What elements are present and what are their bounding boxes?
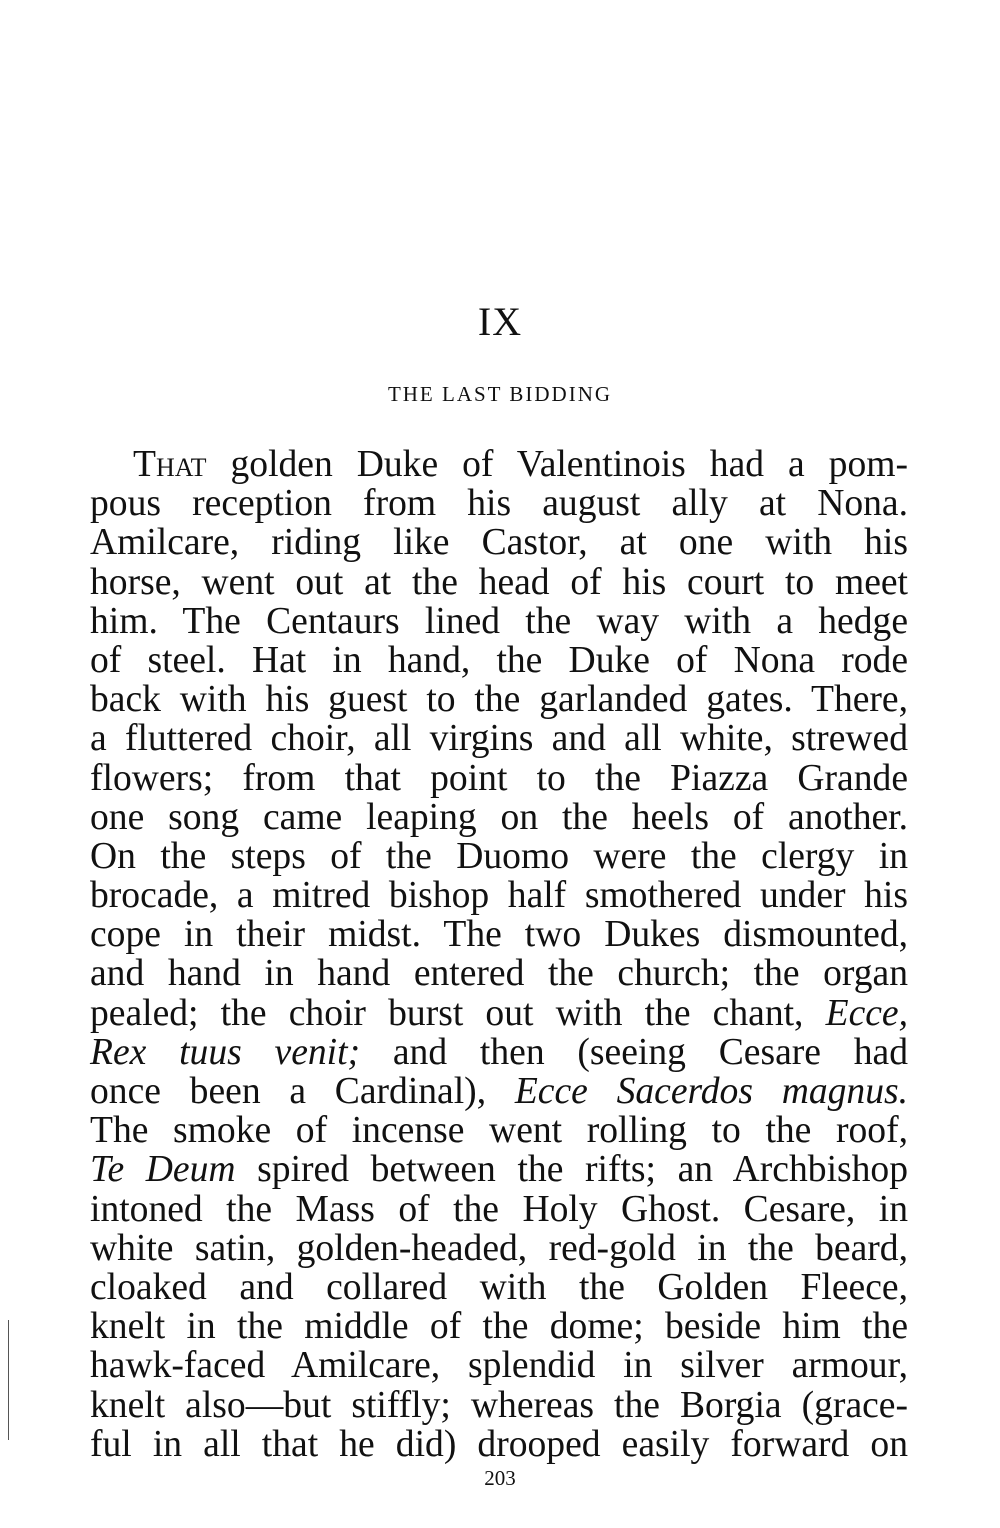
text-line xyxy=(90,1386,908,1425)
text-line xyxy=(90,484,908,523)
text-line xyxy=(90,915,908,954)
text-segment: him. The Centaurs lined the way with a hedge xyxy=(90,600,908,642)
text-line xyxy=(90,1033,908,1072)
text-segment: knelt in the middle of the dome; beside him the xyxy=(90,1306,908,1348)
text-line xyxy=(90,1229,908,1268)
text-segment: The smoke of incense went rolling to the roof, xyxy=(90,1110,908,1152)
text-line xyxy=(90,523,908,562)
text-segment: a fluttered choir, all virgins and all white, strewed xyxy=(90,718,908,760)
text-segment: golden Duke of Valentinois had a pom- xyxy=(206,444,908,485)
text-line xyxy=(90,954,908,993)
text-segment: one song came leaping on the heels of another. xyxy=(90,796,908,838)
text-line xyxy=(90,994,908,1033)
text-segment: cope in their midst. The two Dukes dismounted, xyxy=(90,914,908,956)
text-segment: of steel. Hat in hand, the Duke of Nona rode xyxy=(90,639,908,681)
text-line xyxy=(90,1072,908,1111)
italic-text: Te Deum xyxy=(90,1149,236,1191)
text-line xyxy=(90,798,908,837)
text-segment: horse, went out at the head of his court to meet xyxy=(90,561,908,603)
text-segment: On the steps of the Duomo were the clergy in xyxy=(90,835,908,877)
text-segment: intoned the Mass of the Holy Ghost. Cesare, in xyxy=(90,1188,908,1230)
text-segment: cloaked and collared with the Golden Fleece, xyxy=(90,1266,908,1308)
margin-rule xyxy=(8,1320,9,1440)
text-segment: Amilcare, riding like Castor, at one with his xyxy=(90,522,908,564)
text-line xyxy=(90,563,908,602)
text-segment: brocade, a mitred bishop half smothered under his xyxy=(90,875,908,917)
opening-word: That xyxy=(133,444,207,485)
text-line xyxy=(90,445,908,484)
text-segment: back with his guest to the garlanded gates. There, xyxy=(90,679,908,721)
text-line xyxy=(90,1150,908,1189)
text-line xyxy=(90,680,908,719)
body-paragraph xyxy=(90,445,908,1464)
italic-text: Rex tuus venit; xyxy=(90,1031,361,1073)
text-segment: and hand in hand entered the church; the organ xyxy=(90,953,908,995)
text-segment: knelt also—but stiffly; whereas the Borgia (grace- xyxy=(90,1384,908,1426)
text-line xyxy=(90,1346,908,1385)
text-line xyxy=(90,1111,908,1150)
text-segment: ful in all that he did) drooped easily forward on xyxy=(90,1423,908,1465)
text-line xyxy=(90,1190,908,1229)
page-number: 203 xyxy=(484,1466,516,1490)
text-line xyxy=(90,719,908,758)
text-line xyxy=(90,1307,908,1346)
italic-text: Ecce, xyxy=(825,992,908,1034)
text-line xyxy=(90,837,908,876)
text-segment: spired between the rifts; an Archbishop xyxy=(235,1149,908,1191)
text-line xyxy=(90,876,908,915)
text-line xyxy=(90,759,908,798)
text-line xyxy=(90,1268,908,1307)
text-line xyxy=(90,1425,908,1464)
text-segment: pous reception from his august ally at Nona. xyxy=(90,483,908,525)
text-segment: flowers; from that point to the Piazza Grande xyxy=(90,757,908,799)
text-line xyxy=(90,602,908,641)
text-segment: once been a Cardinal), xyxy=(90,1071,515,1112)
text-segment: and then (seeing Cesare had xyxy=(360,1031,908,1073)
italic-text: Ecce Sacerdos magnus. xyxy=(514,1071,909,1112)
text-segment: pealed; the choir burst out with the chant, xyxy=(90,992,826,1034)
text-segment: white satin, golden-headed, red-gold in the beard, xyxy=(90,1227,908,1269)
text-line xyxy=(90,641,908,680)
chapter-number: IX xyxy=(477,299,523,344)
text-segment: hawk-faced Amilcare, splendid in silver armour, xyxy=(90,1345,908,1387)
chapter-title: THE LAST BIDDING xyxy=(387,382,613,406)
